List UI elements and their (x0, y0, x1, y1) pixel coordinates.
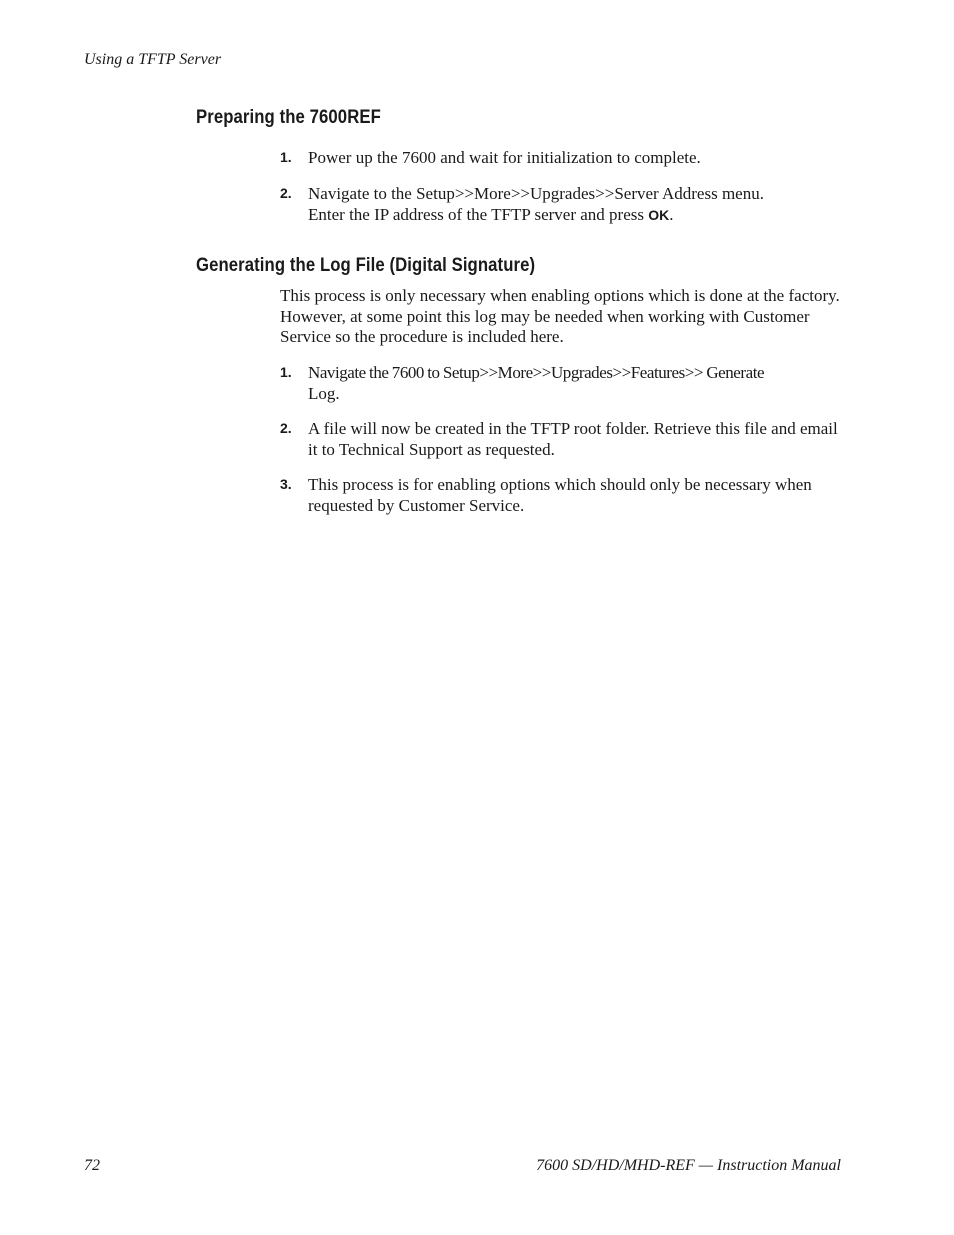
section-intro-paragraph: This process is only necessary when enabling options which is done at the factory. However, at some point this log may be needed when working with Customer Service so the procedure is included here. (280, 286, 840, 346)
step-text-punct: . (669, 204, 674, 224)
running-header: Using a TFTP Server (84, 51, 222, 68)
step-number: 1. (280, 364, 292, 380)
step-number: 1. (280, 149, 292, 165)
step-text (308, 363, 842, 404)
step-text-line: Enter the IP address of the TFTP server and press (308, 204, 649, 224)
page-number: 72 (84, 1157, 100, 1174)
step-text-line: Navigate the 7600 to Setup>>More>>Upgrades>>Features>> Generate (308, 363, 765, 382)
step-text (308, 184, 842, 225)
step-text: This process is for enabling options which should only be necessary when requested by Customer Service. (308, 475, 812, 515)
step-text: Power up the 7600 and wait for initialization to complete. (308, 148, 701, 167)
section-heading-preparing: Preparing the 7600REF (196, 107, 381, 128)
section-heading-log-file: Generating the Log File (Digital Signature) (196, 255, 536, 276)
step-text-line: Log. (308, 383, 340, 403)
step-number: 3. (280, 476, 292, 492)
step-text-line: Navigate to the Setup>>More>>Upgrades>>Server Address menu. (308, 184, 764, 203)
step-text: A file will now be created in the TFTP root folder. Retrieve this file and email it to Technical Support as requested. (308, 419, 838, 459)
step-number: 2. (280, 185, 292, 201)
ok-key-label: OK (648, 206, 670, 223)
step-number: 2. (280, 420, 292, 436)
manual-title: 7600 SD/HD/MHD-REF — Instruction Manual (536, 1157, 841, 1174)
